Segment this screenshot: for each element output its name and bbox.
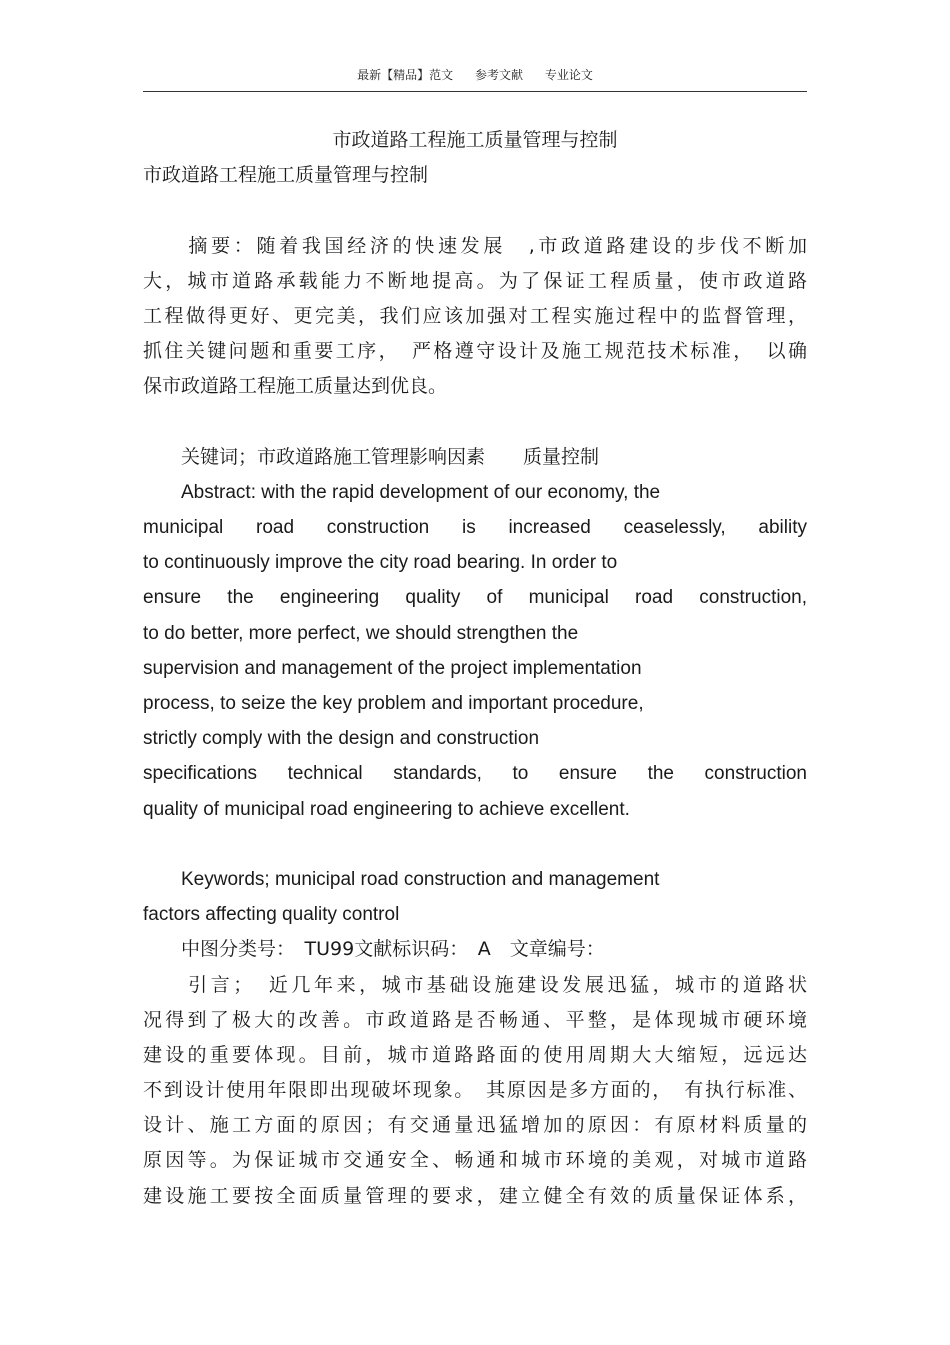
page-header [0, 66, 950, 84]
abstract-en-line: municipal road construction is increased ceaselessly, ability [143, 517, 807, 539]
abstract-en-line: process, to seize the key problem and important procedure, [143, 693, 644, 714]
document-subtitle: 市政道路工程施工质量管理与控制 [143, 164, 429, 187]
abstract-en-line: quality of municipal road engineering to achieve excellent. [143, 798, 630, 820]
spacer [143, 193, 807, 228]
abstract-cn-line: 保市政道路工程施工质量达到优良。 [143, 375, 448, 398]
abstract-en-line: Abstract: with the rapid development of our economy, the [143, 481, 661, 503]
header-divider [143, 91, 807, 92]
abstract-en-line: supervision and management of the project implementation [143, 657, 642, 679]
header-item-papers: 专业论文 [544, 68, 593, 82]
abstract-cn [143, 229, 807, 405]
header-item-references: 参考文献 [474, 68, 523, 82]
introduction [143, 968, 807, 1214]
intro-line: 设计、施工方面的原因；有交通量迅猛增加的原因：有原材料质量的 [143, 1114, 807, 1137]
header-item-fanwen: 最新【精品】范文 [357, 68, 454, 82]
keywords-en-line: factors affecting quality control [143, 904, 400, 926]
document-title: 市政道路工程施工质量管理与控制 [332, 129, 618, 151]
keywords-cn: 关键词；市政道路施工管理影响因素 质量控制 [143, 445, 600, 468]
spacer [143, 405, 807, 440]
abstract-en [143, 475, 807, 827]
keywords-en [143, 862, 807, 932]
intro-line: 建设施工要按全面质量管理的要求，建立健全有效的质量保证体系， [143, 1184, 807, 1207]
abstract-en-line: to continuously improve the city road bearing. In order to [143, 552, 618, 574]
document-body [143, 123, 807, 1214]
intro-line: 原因等。为保证城市交通安全、畅通和城市环境的美观，对城市道路 [143, 1149, 807, 1172]
intro-line: 建设的重要体现。目前，城市道路路面的使用周期大大缩短，远远达 [143, 1043, 807, 1066]
abstract-en-line: strictly comply with the design and construction [143, 728, 540, 750]
abstract-cn-line: 抓住关键问题和重要工序， 严格遵守设计及施工规范技术标准， 以确 [143, 340, 807, 363]
keywords-en-line: Keywords; municipal road construction and management [143, 868, 660, 890]
classification-line: 中图分类号： TU99文献标识码： A 文章编号： [143, 938, 605, 961]
abstract-cn-line: 摘要：随着我国经济的快速发展 ,市政道路建设的步伐不断加 [143, 234, 807, 257]
abstract-en-line: ensure the engineering quality of municipal road construction, [143, 587, 807, 609]
abstract-en-line: specifications technical standards, to ensure the construction [143, 763, 807, 785]
intro-line: 引言； 近几年来，城市基础设施建设发展迅猛，城市的道路状 [143, 973, 807, 996]
abstract-cn-line: 工程做得更好、更完美，我们应该加强对工程实施过程中的监督管理， [143, 304, 807, 327]
intro-line: 况得到了极大的改善。市政道路是否畅通、平整，是体现城市硬环境 [143, 1008, 807, 1031]
abstract-en-line: to do better, more perfect, we should strengthen the [143, 622, 579, 644]
intro-line: 不到设计使用年限即出现破坏现象。 其原因是多方面的， 有执行标准、 [143, 1079, 807, 1102]
abstract-cn-line: 大，城市道路承载能力不断地提高。为了保证工程质量，使市政道路 [143, 269, 807, 292]
spacer [143, 827, 807, 862]
